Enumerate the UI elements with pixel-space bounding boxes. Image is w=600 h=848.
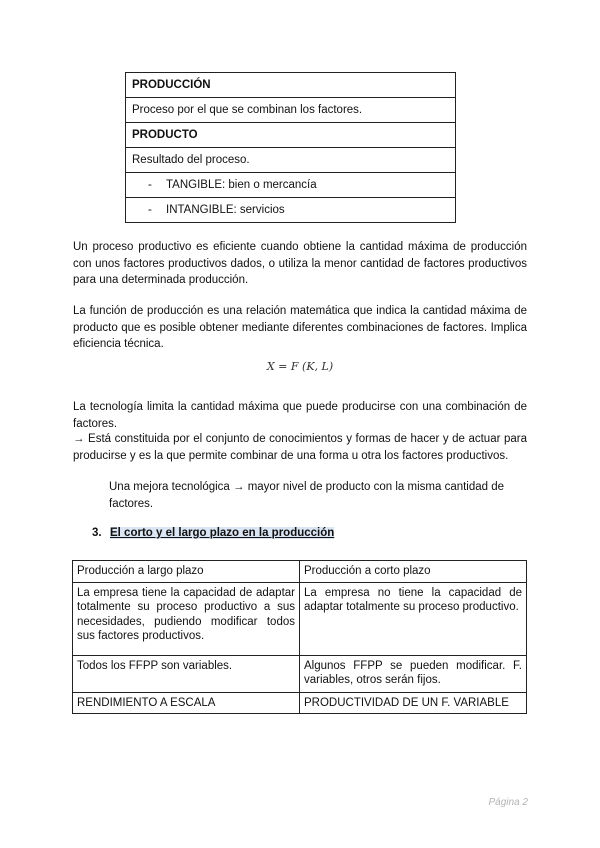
bullet-dash: - [148,179,152,191]
produccion-heading: PRODUCCIÓN [126,73,456,98]
production-formula: X = F (K, L) [266,360,334,373]
table-cell: La empresa no tiene la capacidad de adaptar totalmente su proceso productivo. [300,582,527,655]
paragraph-eficiente: Un proceso productivo es eficiente cuando obtiene la cantidad máxima de producción con unos factores productivos dados, o utiliza la menor cantidad de factores productivos para una determinada producción. [73,241,527,286]
section-heading [92,527,334,539]
produccion-definition: Proceso por el que se combinan los factores. [126,98,456,123]
bullet-dash: - [148,204,152,216]
table-row [73,582,527,655]
table-cell: La empresa tiene la capacidad de adaptar totalmente su proceso productivo a sus necesidades, pudiendo modificar todos sus factores productivos. [73,582,300,655]
comparison-table [72,560,527,714]
table-row [73,655,527,692]
paragraph-constituida: → Está constituida por el conjunto de conocimientos y formas de hacer y de actuar para producirse y es la que permite combinar de una forma u otra los factores productivos. [73,433,527,462]
bullet-tangible [126,173,456,198]
section-title: El corto y el largo plazo en la producción [110,527,335,539]
paragraph-tecnologia: La tecnología limita la cantidad máxima que puede producirse con una combinación de factores. [73,401,527,430]
paragraph-funcion: La función de producción es una relación matemática que indica la cantidad máxima de producto que es posible obtener mediante diferentes combinaciones de factores. Implica eficiencia técnica. [73,305,527,350]
section-number: 3. [92,527,102,539]
producto-definition: Resultado del proceso. [126,148,456,173]
paragraph-mejora: Una mejora tecnológica → mayor nivel de producto con la misma cantidad de factores. [109,481,505,510]
table-cell: Algunos FFPP se pueden modificar. F. variables, otros serán fijos. [300,655,527,692]
table-cell: Todos los FFPP son variables. [73,655,300,692]
header-corto-plazo: Producción a corto plazo [300,561,527,583]
producto-heading: PRODUCTO [126,123,456,148]
table-cell: PRODUCTIVIDAD DE UN F. VARIABLE [300,692,527,714]
page-number: Página 2 [488,797,528,808]
table-cell: RENDIMIENTO A ESCALA [73,692,300,714]
bullet-text: TANGIBLE: bien o mercancía [166,179,317,191]
bullet-intangible [126,198,456,223]
table-header-row [73,561,527,583]
table-row [73,692,527,714]
definition-table [125,72,456,223]
bullet-text: INTANGIBLE: servicios [166,204,285,216]
header-largo-plazo: Producción a largo plazo [73,561,300,583]
